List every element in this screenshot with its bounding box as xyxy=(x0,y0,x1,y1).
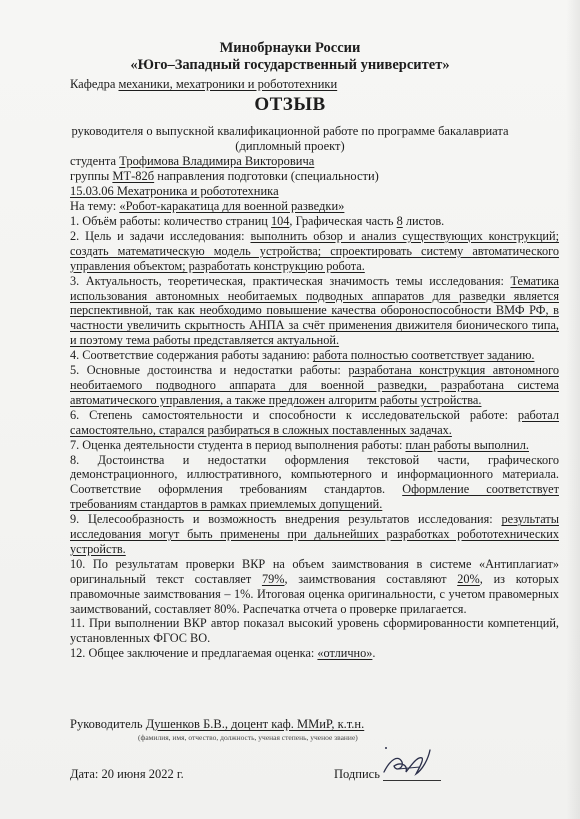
supervisor-name: Душенков Б.В., доцент каф. ММиР, к.т.н. xyxy=(145,717,365,731)
review-item-8: 8. Достоинства и недостатки оформления текстовой части, графического демонстрационного, иллюстративного, компьютерного и информационного материала. Соответствие оформления требованиям стандартов. Оформление соответствует требованиям стандартов в рамках приемлемых допущений. xyxy=(70,452,559,512)
group-prefix: группы xyxy=(70,169,110,183)
student-name: Трофимова Владимира Викторовича xyxy=(119,154,315,168)
review-item-10: 10. По результатам проверки ВКР на объем заимствования в системе «Антиплагиат» оригинальный текст составляет 79%, заимствования составляют 20%, из которых правомочные заимствования – 1%. Итоговая оценка оригинальности, с учетом правомерных заимствований, составляет 80%. Распечатка отчета о проверке прилагается. xyxy=(70,556,559,616)
specialty-line xyxy=(70,184,279,199)
group-suffix: направления подготовки (специальности) xyxy=(157,169,379,183)
university-heading: «Юго–Западный государственный университет» xyxy=(130,57,450,73)
signature-label: Подпись xyxy=(334,767,380,781)
review-items xyxy=(70,214,559,661)
department-prefix: Кафедра xyxy=(70,77,116,91)
page-edge-shadow xyxy=(566,0,580,819)
group-line xyxy=(70,169,379,184)
document-subtitle: руководителя о выпускной квалификационной работе по программе бакалавриата xyxy=(71,124,509,138)
review-item-6: 6. Степень самостоятельности и способности к исследовательской работе: работал самостоятельно, старался разбираться в сложных поставленных задачах. xyxy=(70,407,559,437)
supervisor-line xyxy=(70,717,364,732)
review-item-2: 2. Цель и задачи исследования: выполнить обзор и анализ существующих конструкций; создать математическую модель устройства; спроектировать систему автоматического управления объектом; разработать конструкцию робота. xyxy=(70,228,559,273)
department-line xyxy=(70,77,337,92)
handwritten-signature xyxy=(372,742,442,786)
review-item-4: 4. Соответствие содержания работы заданию: работа полностью соответствует заданию. xyxy=(70,348,535,363)
document-type: (дипломный проект) xyxy=(235,139,345,153)
review-item-7: 7. Оценка деятельности студента в период выполнения работы: план работы выполнил. xyxy=(70,437,529,452)
review-item-11: 11. При выполнении ВКР автор показал высокий уровень сформированности компетенций, установленных ФГОС ВО. xyxy=(70,616,559,646)
review-item-1: 1. Объём работы: количество страниц 104, Графическая часть 8 листов. xyxy=(70,214,445,228)
review-item-12: 12. Общее заключение и предлагаемая оценка: «отлично». xyxy=(70,646,376,661)
specialty-code: 15.03.06 Мехатроника и робототехника xyxy=(70,184,279,198)
topic-prefix: На тему: xyxy=(70,199,117,213)
topic-title: «Робот-каракатица для военной разведки» xyxy=(119,199,345,213)
student-line xyxy=(70,154,314,169)
document-title: ОТЗЫВ xyxy=(254,94,326,115)
date-line: Дата: 20 июня 2022 г. xyxy=(70,767,184,781)
supervisor-prefix: Руководитель xyxy=(70,717,143,731)
review-item-3: 3. Актуальность, теоретическая, практическая значимость темы исследования: Тематика использования автономных необитаемых подводных аппаратов для разведки является перспективной, так как необходимо повышение качества обороноспособности ВМФ РФ, в частности увеличить скрытность АНПА за счёт применения движителя бионического типа, и поэтому тема работы представляется актуальной. xyxy=(70,273,559,348)
ministry-heading: Минобрнауки России xyxy=(219,40,361,56)
department-name: механики, мехатроники и робототехники xyxy=(118,77,338,91)
supervisor-caption: (фамилия, имя, отчество, должность, ученая степень, ученое звание) xyxy=(138,733,358,742)
review-item-5: 5. Основные достоинства и недостатки работы: разработана конструкция автономного необитаемого подводного аппарата для военной разведки, разработана система автоматического управления, а также предложен алгоритм работы устройства. xyxy=(70,363,559,407)
group-code: МТ-82б xyxy=(112,169,155,183)
review-item-9: 9. Целесообразность и возможность внедрения результатов исследования: результаты исследования могут быть применены при дальнейших разработках робототехнических устройств. xyxy=(70,512,559,556)
topic-line xyxy=(70,199,344,214)
student-prefix: студента xyxy=(70,154,117,168)
